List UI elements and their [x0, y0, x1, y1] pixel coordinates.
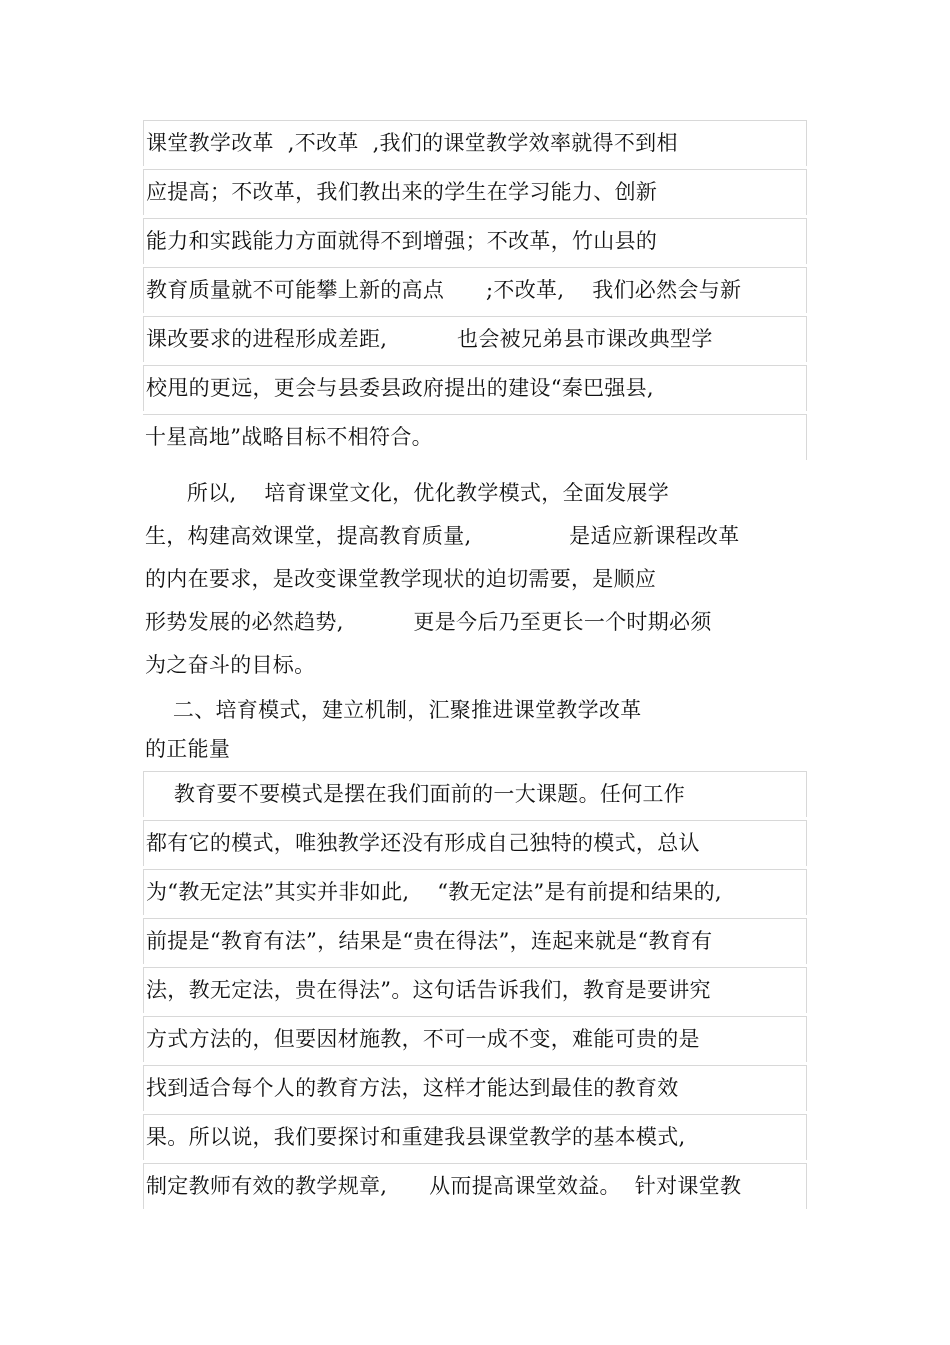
section-heading-line: 二、培育模式，建立机制，汇聚推进课堂教学改革 [145, 698, 642, 722]
text-line [143, 120, 807, 166]
text-line [143, 365, 807, 411]
line-text: 课堂教学改革 ,不改革 ,我们的课堂教学效率就得不到相 [146, 131, 678, 155]
line-text: 课改要求的进程形成差距, 也会被兄弟县市课改典型学 [146, 327, 713, 351]
text-line [143, 1163, 807, 1209]
text-line [143, 1065, 807, 1111]
text-line [143, 1114, 807, 1160]
line-text: 为“教无定法”其实并非如此, “教无定法”是有前提和结果的, [146, 880, 722, 904]
line-text: 都有它的模式，唯独教学还没有形成自己独特的模式，总认 [146, 831, 700, 855]
text-block-1 [143, 120, 807, 463]
text-line [143, 1016, 807, 1062]
paragraph-line: 的内在要求，是改变课堂教学现状的迫切需要，是顺应 [145, 567, 657, 591]
section-heading-line: 的正能量 [145, 737, 231, 761]
text-line [143, 771, 807, 817]
line-text: 制定教师有效的教学规章, 从而提高课堂效益。 针对课堂教 [146, 1174, 742, 1198]
line-text: 找到适合每个人的教育方法，这样才能达到最佳的教育效 [146, 1076, 679, 1100]
line-text: 前提是“教育有法”，结果是“贵在得法”，连起来就是“教育有 [146, 929, 713, 953]
text-line [143, 820, 807, 866]
line-text: 应提高；不改革，我们教出来的学生在学习能力、创新 [146, 180, 658, 204]
line-text: 能力和实践能力方面就得不到增强；不改革，竹山县的 [146, 229, 658, 253]
text-line [143, 218, 807, 264]
text-line [143, 316, 807, 362]
text-line [143, 869, 807, 915]
text-line [143, 967, 807, 1013]
line-text: 法，教无定法，贵在得法”。这句话告诉我们，教育是要讲究 [146, 978, 711, 1002]
line-text: 教育要不要模式是摆在我们面前的一大课题。任何工作 [146, 782, 686, 806]
line-text: 方式方法的，但要因材施教，不可一成不变，难能可贵的是 [146, 1027, 700, 1051]
text-line [143, 414, 807, 460]
text-line [143, 918, 807, 964]
text-line [143, 267, 807, 313]
line-text: 教育质量就不可能攀上新的高点 ;不改革, 我们必然会与新 [146, 278, 742, 302]
paragraph-line: 所以, 培育课堂文化，优化教学模式，全面发展学 [145, 481, 670, 505]
line-text: 校甩的更远，更会与县委县政府提出的建设“秦巴强县, [146, 376, 654, 400]
text-line [143, 169, 807, 215]
line-text: 果。所以说，我们要探讨和重建我县课堂教学的基本模式, [146, 1125, 686, 1149]
text-block-2 [143, 771, 807, 1212]
paragraph-line: 为之奋斗的目标。 [145, 653, 316, 677]
paragraph-line: 生，构建高效课堂，提高教育质量, 是适应新课程改革 [145, 524, 740, 548]
paragraph-line: 形势发展的必然趋势, 更是今后乃至更长一个时期必须 [145, 610, 712, 634]
line-text: 十星高地”战略目标不相符合。 [145, 425, 433, 449]
